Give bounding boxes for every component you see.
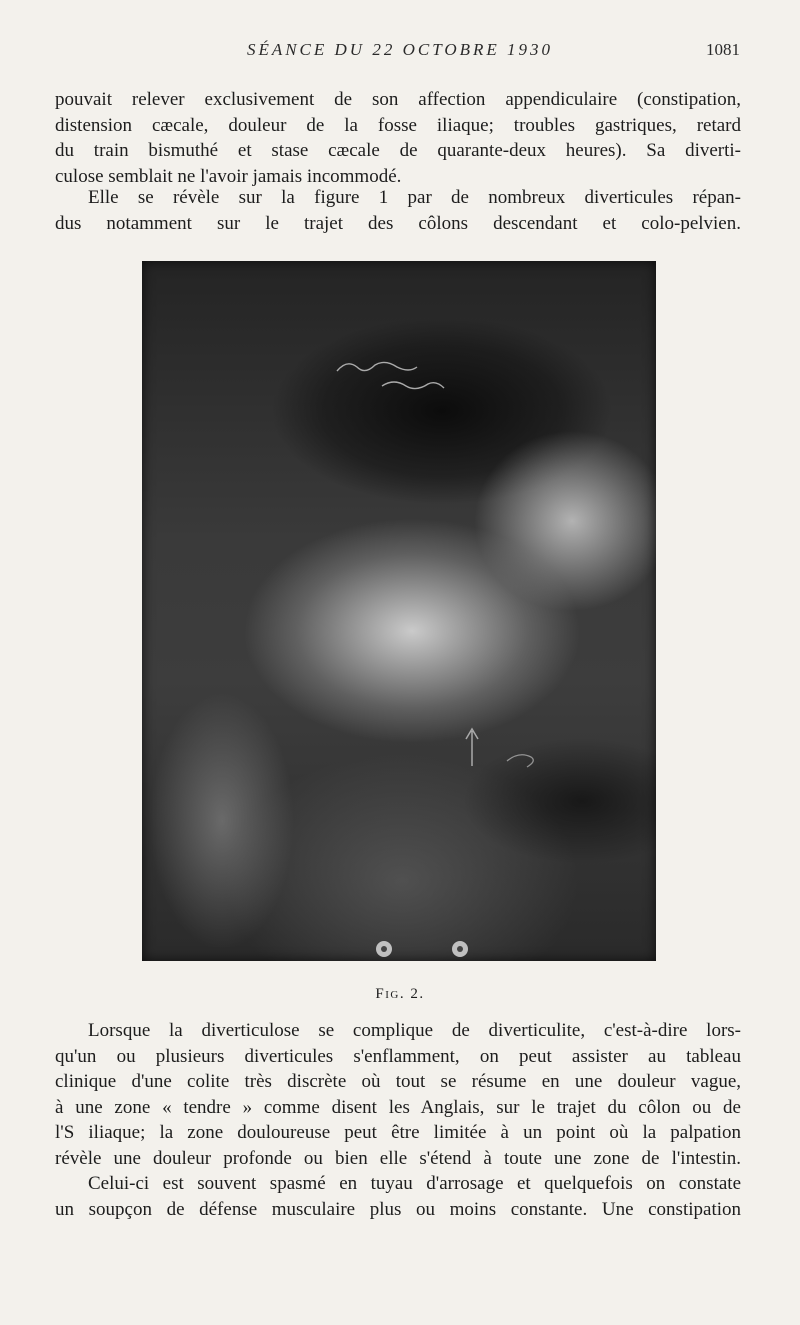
text-line: distension cæcale, douleur de la fosse iliaque; troubles gastriques, retard (55, 114, 741, 136)
paragraph-2 (55, 185, 741, 236)
running-header: SÉANCE DU 22 OCTOBRE 1930 (246, 40, 554, 59)
paragraph-3 (55, 1018, 741, 1222)
xray-radiograph-figure (142, 261, 656, 961)
text-line: pouvait relever exclusivement de son affection appendiculaire (constipation, (55, 89, 741, 110)
xray-annotations (142, 261, 656, 961)
paragraph-1 (55, 87, 741, 189)
figure-caption: Fig. 2. (375, 986, 425, 1002)
text-line: un soupçon de défense musculaire plus ou moins constante. Une constipation (55, 1198, 741, 1220)
text-line: révèle une douleur profonde ou bien elle s'étend à toute une zone de l'intestin. (55, 1147, 741, 1169)
text-line: à une zone « tendre » comme disent les Anglais, sur le trajet du côlon ou de (55, 1096, 741, 1118)
text-line: Celui-ci est souvent spasmé en tuyau d'arrosage et quelquefois on constate (88, 1173, 741, 1194)
text-line: dus notamment sur le trajet des côlons descendant et colo-pelvien. (55, 212, 741, 234)
text-line: l'S iliaque; la zone douloureuse peut être limitée à un point où la palpation (55, 1122, 741, 1143)
text-line: culose semblait ne l'avoir jamais incommodé. (55, 165, 402, 187)
text-line: clinique d'une colite très discrète où tout se résume en une douleur vague, (55, 1071, 741, 1092)
text-line: qu'un ou plusieurs diverticules s'enflamment, on peut assister au tableau (55, 1045, 741, 1067)
page-number: 1081 (706, 40, 740, 59)
text-line: Lorsque la diverticulose se complique de diverticulite, c'est-à-dire lors- (88, 1020, 741, 1041)
text-line: du train bismuthé et stase cæcale de quarante-deux heures). Sa diverti- (55, 140, 741, 161)
text-line: Elle se révèle sur la figure 1 par de nombreux diverticules répan- (88, 187, 741, 208)
